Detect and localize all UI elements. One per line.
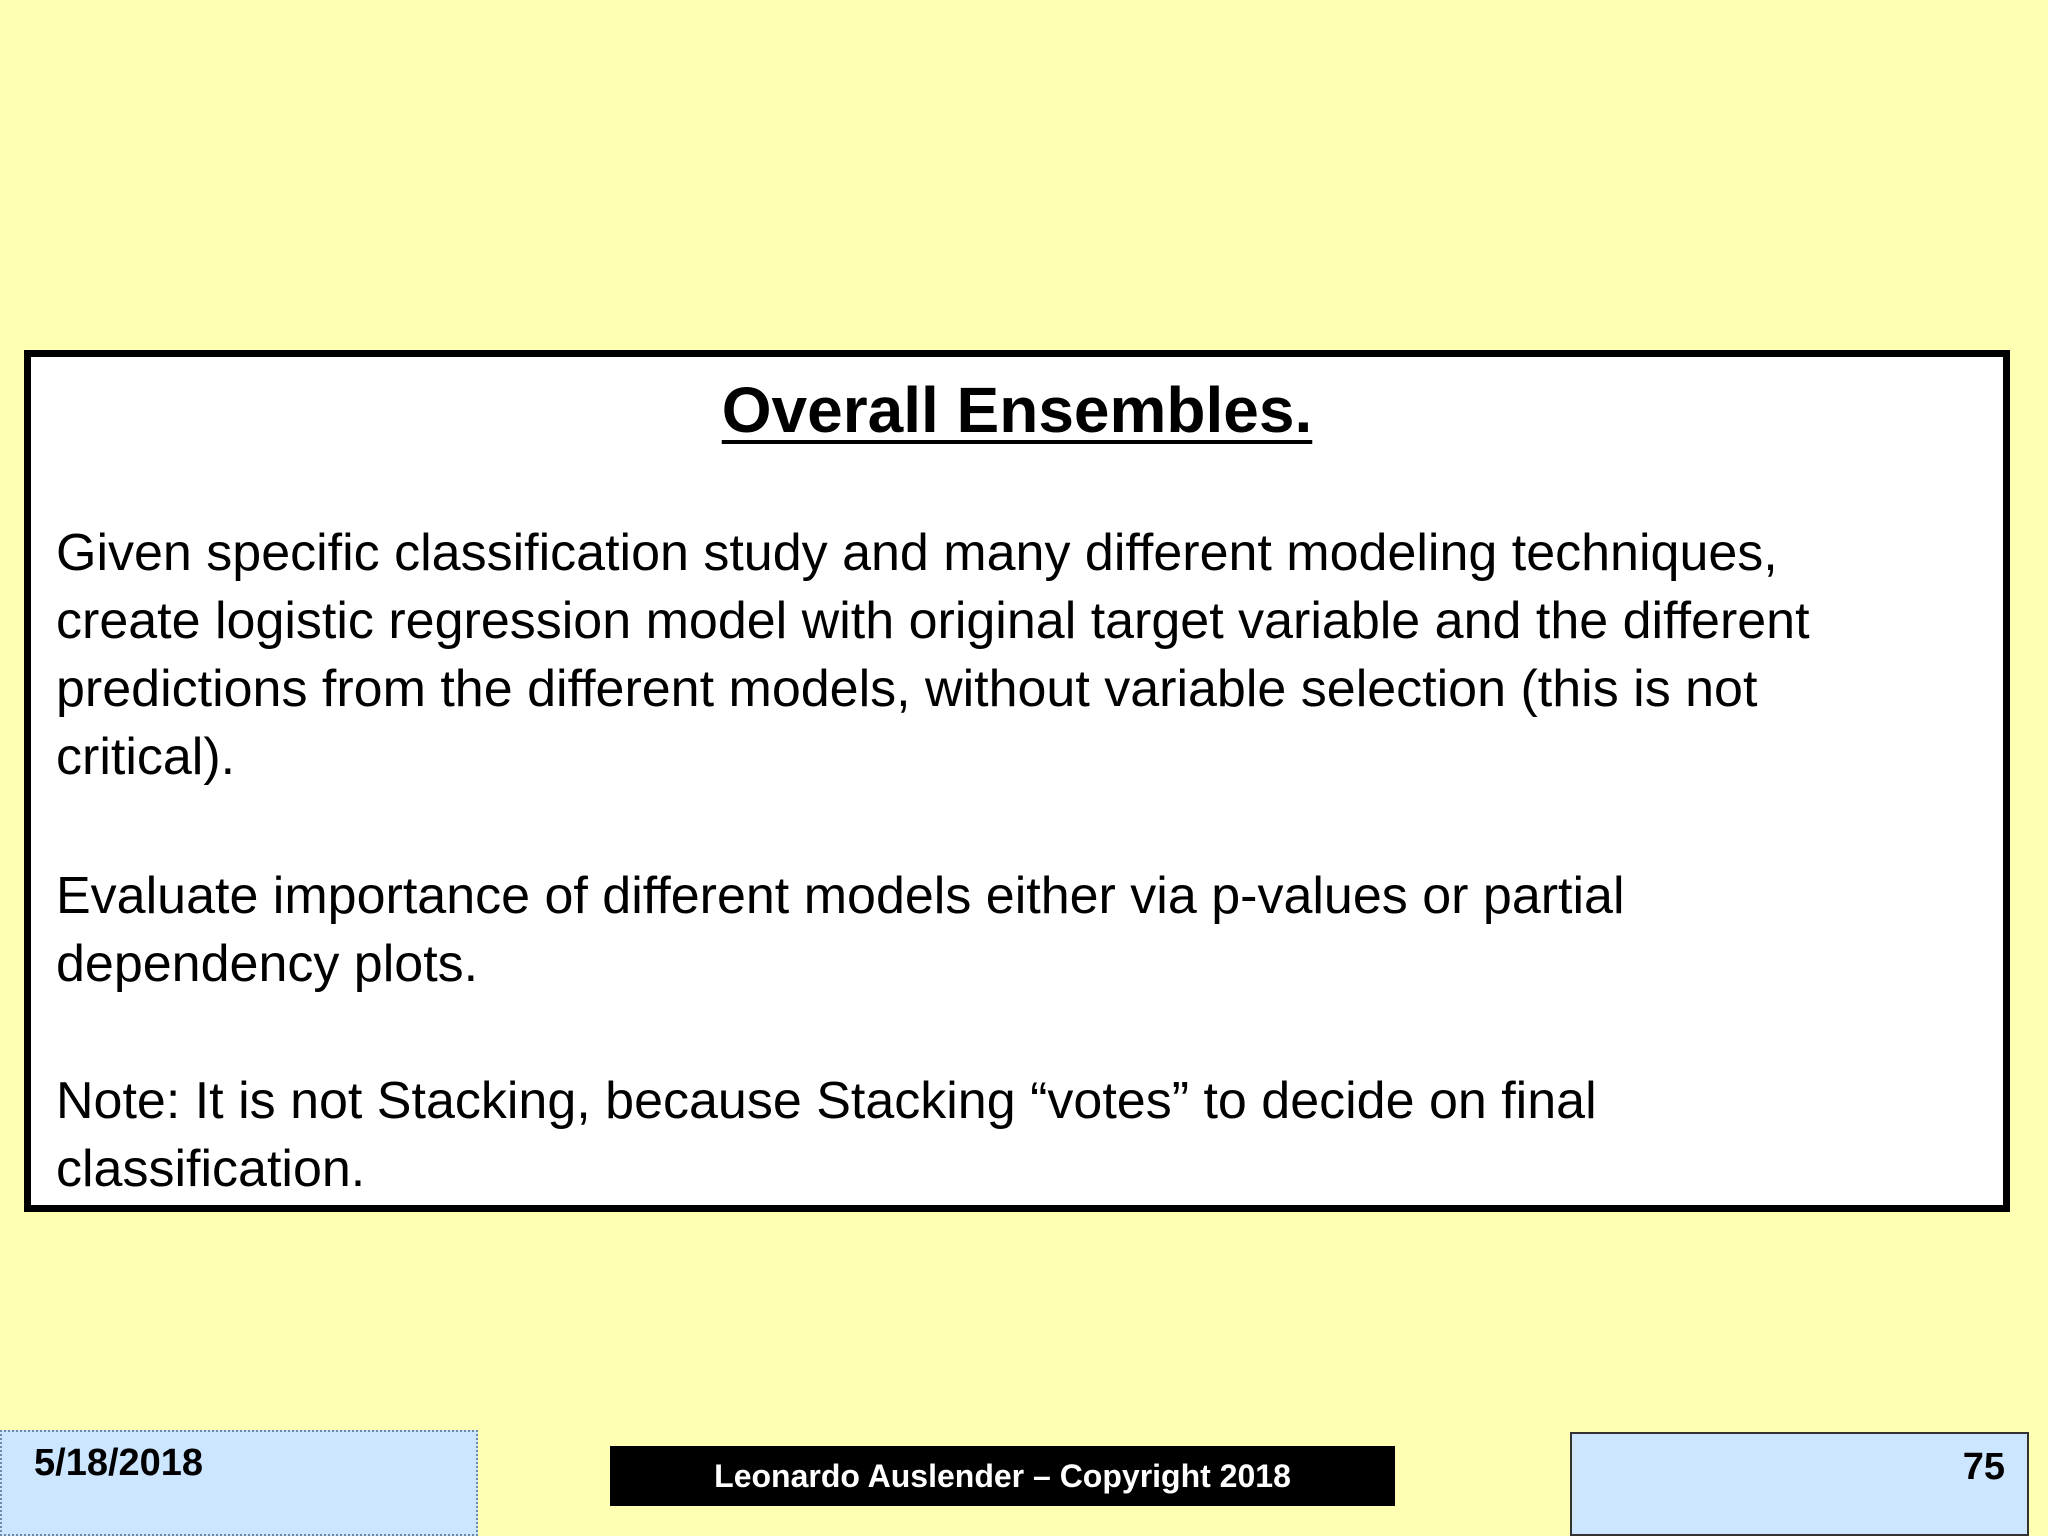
- paragraph-note: Note: It is not Stacking, because Stacking “votes” to decide on final classification.: [56, 1072, 1597, 1198]
- slide-title: Overall Ensembles.: [721, 374, 1313, 446]
- footer-date: 5/18/2018: [0, 1430, 478, 1536]
- footer-copyright: Leonardo Auslender – Copyright 2018: [610, 1446, 1395, 1506]
- content-box: [24, 350, 2010, 1212]
- page-number: 75: [1570, 1432, 2029, 1536]
- paragraph-method: Given specific classification study and many different modeling techniques, create logistic regression model with original target variable and the different predictions from the different models, without variable selection (this is not critical).: [56, 524, 1810, 786]
- paragraph-evaluation: Evaluate importance of different models either via p-values or partial dependency plots.: [56, 867, 1625, 993]
